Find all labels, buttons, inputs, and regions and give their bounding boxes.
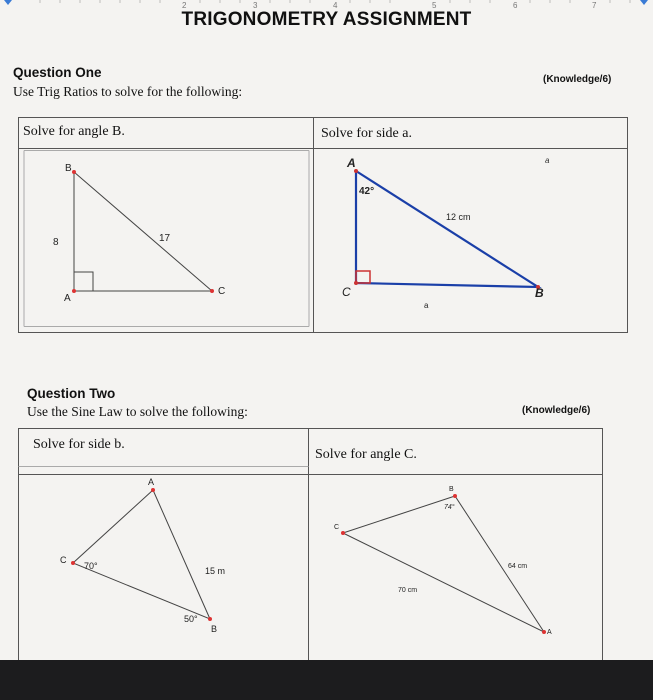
question-one-instruction: Use Trig Ratios to solve for the following: — [13, 84, 243, 99]
side-label-ab: 15 m — [205, 566, 226, 576]
triangle-q2-side-b — [71, 488, 212, 621]
side-label-a: a — [424, 301, 429, 310]
angle-label-b: 74° — [444, 504, 455, 511]
vertex-label-a: A — [547, 629, 552, 636]
vertex-label-c: C — [334, 524, 340, 531]
ruler-number: 5 — [432, 1, 437, 10]
vertex-label-b: B — [449, 486, 454, 493]
page-title: TRIGONOMETRY ASSIGNMENT — [181, 9, 472, 30]
side-label-ab: 12 cm — [446, 212, 471, 222]
ruler-number: 7 — [592, 1, 597, 10]
ruler-number: 6 — [513, 1, 518, 10]
ruler-number: 3 — [253, 1, 258, 10]
vertex-label-a: A — [64, 293, 71, 304]
question-two-instruction: Use the Sine Law to solve the following: — [27, 404, 248, 419]
vertex-label-b: B — [211, 624, 218, 634]
angle-label-c: 70° — [84, 561, 98, 571]
vertex-label-a: A — [148, 477, 155, 487]
q2-cell-2-title: Solve for angle C. — [315, 447, 417, 462]
question-one-marks: (Knowledge/6) — [543, 74, 612, 85]
question-two-marks: (Knowledge/6) — [522, 405, 591, 416]
vertex-label-b: B — [65, 163, 72, 174]
vertex-label-c: C — [218, 286, 226, 297]
q1-cell-1-title: Solve for angle B. — [23, 124, 125, 139]
side-label-bc: 17 — [159, 233, 171, 244]
vertex-label-c: C — [342, 285, 351, 299]
corner-mark: a — [545, 156, 550, 165]
question-one-heading: Question One — [13, 65, 102, 80]
question-two-heading: Question Two — [27, 386, 116, 401]
triangle-q1-angle-b — [72, 170, 214, 293]
q1-cell-2-title: Solve for side a. — [321, 126, 412, 141]
side-label-ac: 70 cm — [398, 587, 418, 594]
side-label-ab: 64 cm — [508, 563, 528, 570]
screen-bottom-bezel — [0, 660, 653, 700]
ruler-number: 4 — [333, 1, 338, 10]
q2-cell-1-title: Solve for side b. — [33, 437, 125, 452]
triangle-q1-side-a — [354, 169, 540, 289]
side-label-ab: 8 — [53, 237, 59, 248]
angle-label-a: 42° — [359, 186, 375, 197]
vertex-label-c: C — [60, 555, 67, 565]
ruler-number: 2 — [182, 1, 187, 10]
vertex-label-b: B — [535, 286, 544, 300]
angle-label-b: 50° — [184, 614, 198, 624]
vertex-label-a: A — [347, 156, 356, 170]
